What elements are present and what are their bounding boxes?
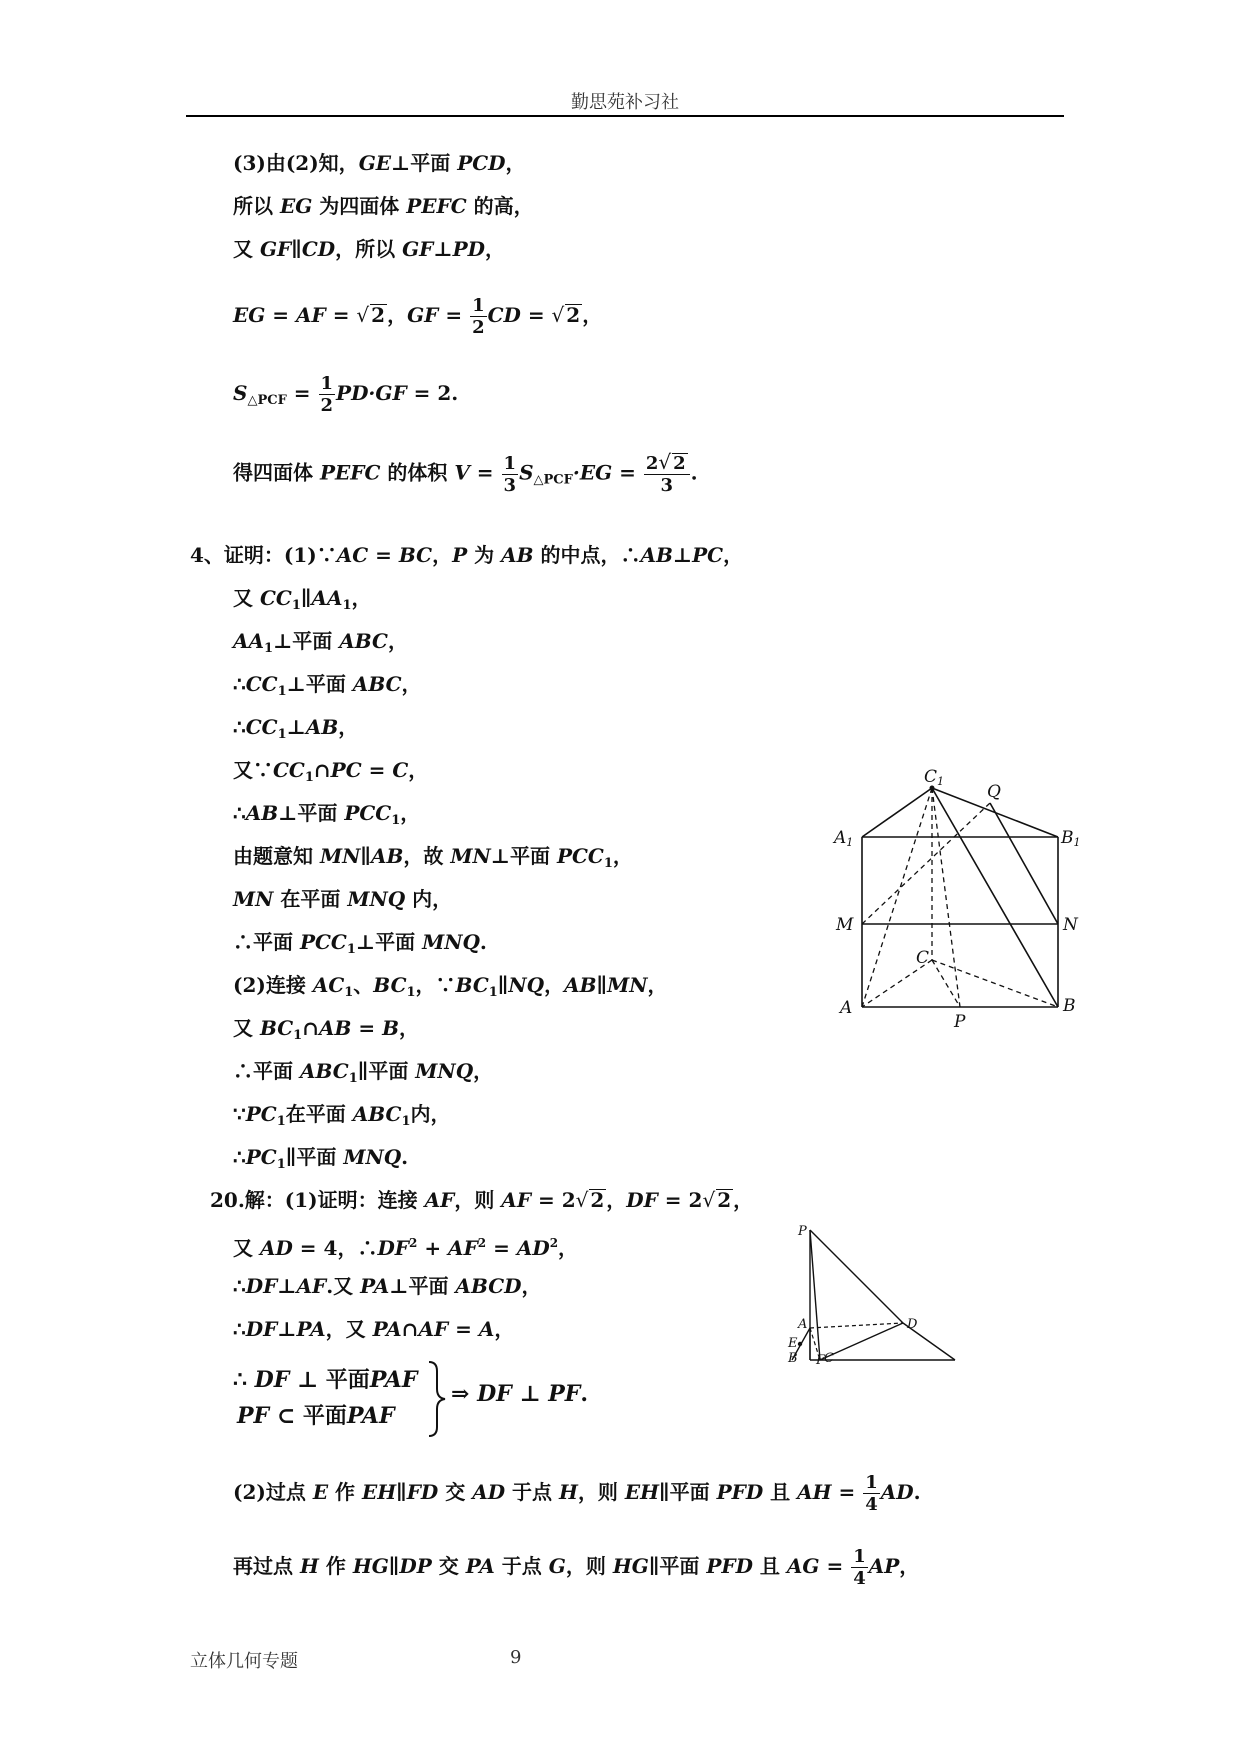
edge-PF: [810, 1230, 820, 1360]
fraction: $\frac{1}{3}$: [503, 452, 517, 496]
fraction: $\frac{1}{2}$: [472, 295, 485, 338]
text-line: 4、证明：(1)∵AC = BC，P 为 AB 的中点，∴AB⊥PC，: [190, 543, 744, 567]
segment-MQ: [862, 803, 990, 924]
svg-text:A: A: [840, 998, 853, 1018]
header-rule: [186, 115, 1064, 117]
text-line: (3)由(2)知，GE⊥平面 PCD，: [233, 151, 526, 175]
prism-figure: [830, 767, 1081, 1032]
text-line: ∴平面 $ABC_1\parallel$平面 MNQ，: [233, 1059, 494, 1086]
pyramid-figure: [750, 1224, 970, 1368]
svg-text:N: N: [1063, 915, 1078, 935]
footer-topic: 立体几何专题: [190, 1651, 298, 1672]
right-brace: [425, 1359, 449, 1439]
text-line: 又 AD = 4，$\therefore DF^2 + AF^2 = AD^2$，: [233, 1236, 579, 1260]
edge-AD: [810, 1323, 903, 1328]
svg-text:E: E: [788, 1336, 798, 1351]
edge-CB: [932, 960, 1058, 1007]
text-line: $\therefore CC_1\perp AB$，: [233, 715, 359, 742]
text-line: $AA_1\perp$平面 ABC，: [233, 629, 408, 656]
segment-C1B: [932, 788, 1058, 1007]
svg-text:D: D: [907, 1317, 918, 1332]
page-number: 9: [510, 1647, 522, 1668]
text-line: ∴AB⊥平面 $PCC_1$，: [233, 801, 421, 828]
premise-1: ∴ DF ⊥ 平面PAF: [233, 1367, 418, 1393]
svg-text:C: C: [824, 1351, 834, 1366]
equation-line: 再过点 H 作 HG∥DP 交 PA 于点 G，则 HG∥平面 PFD 且 AG = $\frac{1}{4}$ AP，: [233, 1546, 920, 1589]
text-line: ∴平面 $PCC_1\perp$平面 MNQ.: [233, 930, 487, 957]
svg-text:A1: A1: [834, 828, 854, 849]
svg-text:C: C: [916, 948, 930, 968]
text-line: 由题意知 MN∥AB，故 MN⊥平面 $PCC_1$，: [233, 844, 633, 871]
text-line: 又 $CC_1\parallel AA_1$，: [233, 586, 372, 613]
text-line: MN 在平面 MNQ 内，: [233, 887, 453, 911]
edge-PD: [810, 1230, 903, 1323]
conclusion: ⇒ DF ⊥ PF.: [451, 1381, 589, 1407]
fraction: $\frac{1}{4}$: [853, 1546, 866, 1589]
text-line: ∴DF⊥PA，又 PA∩AF = A，: [233, 1317, 515, 1341]
page-header: 勤思苑补习社: [571, 92, 679, 113]
svg-text:M: M: [836, 915, 854, 935]
equation-line: (2)过点 E 作 EH∥FD 交 AD 于点 H，则 EH∥平面 PFD 且 AH = $\frac{1}{4}$ AD.: [233, 1472, 921, 1515]
svg-text:B1: B1: [1061, 828, 1081, 849]
svg-text:P: P: [798, 1224, 807, 1239]
edge-A1C1: [862, 788, 932, 837]
text-line: 所以 EG 为四面体 PEFC 的高，: [233, 194, 534, 218]
svg-text:P: P: [954, 1012, 966, 1032]
equation-line: EG = AF = √ 2 ，GF = $\frac{1}{2}$ CD = √ 2 ，: [233, 295, 603, 338]
segment-C1A: [862, 788, 932, 1007]
text-line: 又$\because CC_1\cap PC = C$，: [233, 758, 429, 785]
text-line: ∴DF⊥AF.又 PA⊥平面 ABCD，: [233, 1274, 542, 1298]
text-line: $\therefore CC_1\perp$平面 ABC，: [233, 672, 422, 699]
svg-text:A: A: [798, 1317, 808, 1332]
premise-2: PF ⊂ 平面PAF: [237, 1403, 395, 1429]
text-line: 又 GF∥CD，所以 GF⊥PD，: [233, 237, 505, 261]
fraction: $\frac{1}{2}$: [320, 373, 334, 416]
text-line: 又 $BC_1\cap AB = B$，: [233, 1016, 419, 1043]
text-line: 20.解：(1)证明：连接 AF，则 AF = 2√ 2 ，DF = 2√ 2 ，: [210, 1188, 754, 1212]
svg-text:F: F: [816, 1353, 826, 1368]
svg-text:B: B: [1063, 996, 1076, 1016]
svg-text:B: B: [788, 1351, 798, 1366]
fraction: $\frac{2√ 2}{3}$: [644, 452, 690, 496]
text-line: $\because PC_1$在平面 $ABC_1$内，: [233, 1102, 451, 1129]
text-line: $\therefore PC_1\parallel$平面 MNQ.: [233, 1145, 409, 1172]
segment-C1P: [932, 788, 960, 1007]
segment-CP: [932, 960, 960, 1007]
point-E: [798, 1342, 802, 1346]
equation-line: 得四面体 PEFC 的体积 V = $\frac{1}{3}$ $S_{\triangle PCF}\cdot EG$ = $\frac{2√ 2}{3}$ .: [233, 450, 698, 496]
equation-line: $S_{\triangle PCF}$ = $\frac{1}{2}$ PD·GF = 2.: [233, 373, 459, 416]
text-line: (2)连接 $AC_1$、$BC_1$，$\because BC_1\parallel NQ$，AB∥MN，: [233, 973, 668, 1000]
fraction: $\frac{1}{4}$: [865, 1472, 878, 1515]
svg-text:Q: Q: [987, 782, 1001, 802]
svg-text:C1: C1: [924, 767, 945, 788]
